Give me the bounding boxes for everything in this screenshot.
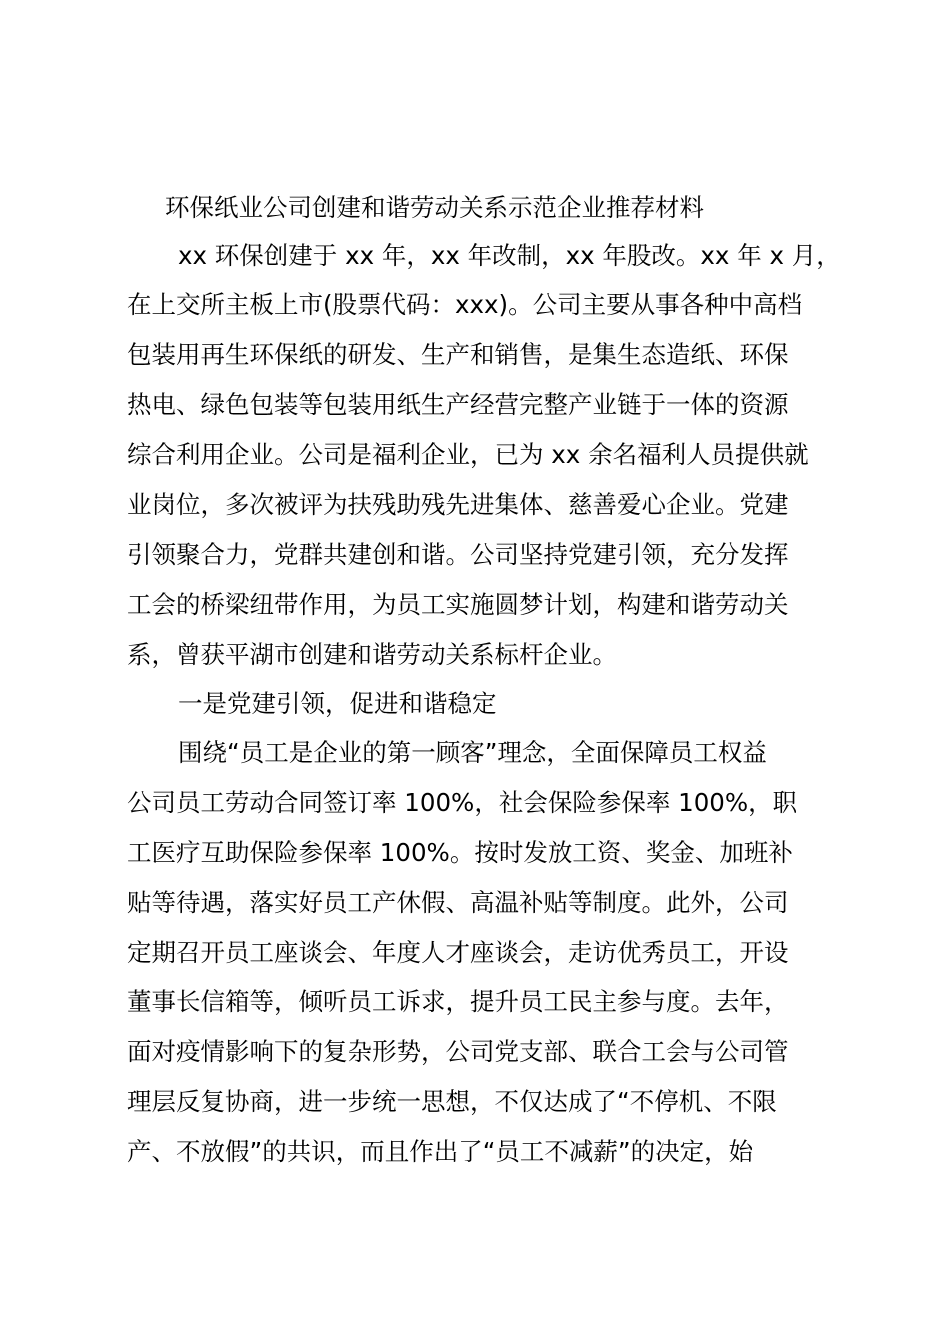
paragraph-line: 围绕“员工是企业的第一顾客”理念，全面保障员工权益: [178, 738, 767, 767]
document-title: 环保纸业公司创建和谐劳动关系示范企业推荐材料: [165, 193, 704, 222]
paragraph-line: 综合利用企业。公司是福利企业，已为 xx 余名福利人员提供就: [127, 440, 809, 469]
paragraph-line: 面对疫情影响下的复杂形势，公司党支部、联合工会与公司管: [127, 1037, 789, 1066]
paragraph-line: 系，曾获平湖市创建和谐劳动关系标杆企业。: [127, 640, 617, 669]
paragraph-line: 在上交所主板上市(股票代码：xxx)。公司主要从事各种中高档: [127, 290, 803, 319]
section-heading: 一是党建引领，促进和谐稳定: [178, 689, 497, 718]
paragraph-line: 公司员工劳动合同签订率 100%，社会保险参保率 100%，职: [127, 788, 798, 817]
paragraph-line: 贴等待遇，落实好员工产休假、高温补贴等制度。此外，公司: [127, 888, 789, 917]
paragraph-line: 产、不放假”的共识，而且作出了“员工不减薪”的决定，始: [127, 1137, 754, 1166]
paragraph-line: xx 环保创建于 xx 年，xx 年改制，xx 年股改。xx 年 x 月，: [178, 241, 841, 270]
paragraph-line: 理层反复协商，进一步统一思想，不仅达成了“不停机、不限: [127, 1087, 777, 1116]
paragraph-line: 工医疗互助保险参保率 100%。按时发放工资、奖金、加班补: [127, 838, 793, 867]
paragraph-line: 定期召开员工座谈会、年度人才座谈会，走访优秀员工，开设: [127, 938, 789, 967]
paragraph-line: 包装用再生环保纸的研发、生产和销售，是集生态造纸、环保: [127, 340, 789, 369]
paragraph-line: 董事长信箱等，倾听员工诉求，提升员工民主参与度。去年，: [127, 987, 789, 1016]
paragraph-line: 工会的桥梁纽带作用，为员工实施圆梦计划，构建和谐劳动关: [127, 590, 789, 619]
paragraph-line: 热电、绿色包装等包装用纸生产经营完整产业链于一体的资源: [127, 390, 789, 419]
paragraph-line: 引领聚合力，党群共建创和谐。公司坚持党建引领，充分发挥: [127, 540, 789, 569]
paragraph-line: 业岗位，多次被评为扶残助残先进集体、慈善爱心企业。党建: [127, 490, 789, 519]
